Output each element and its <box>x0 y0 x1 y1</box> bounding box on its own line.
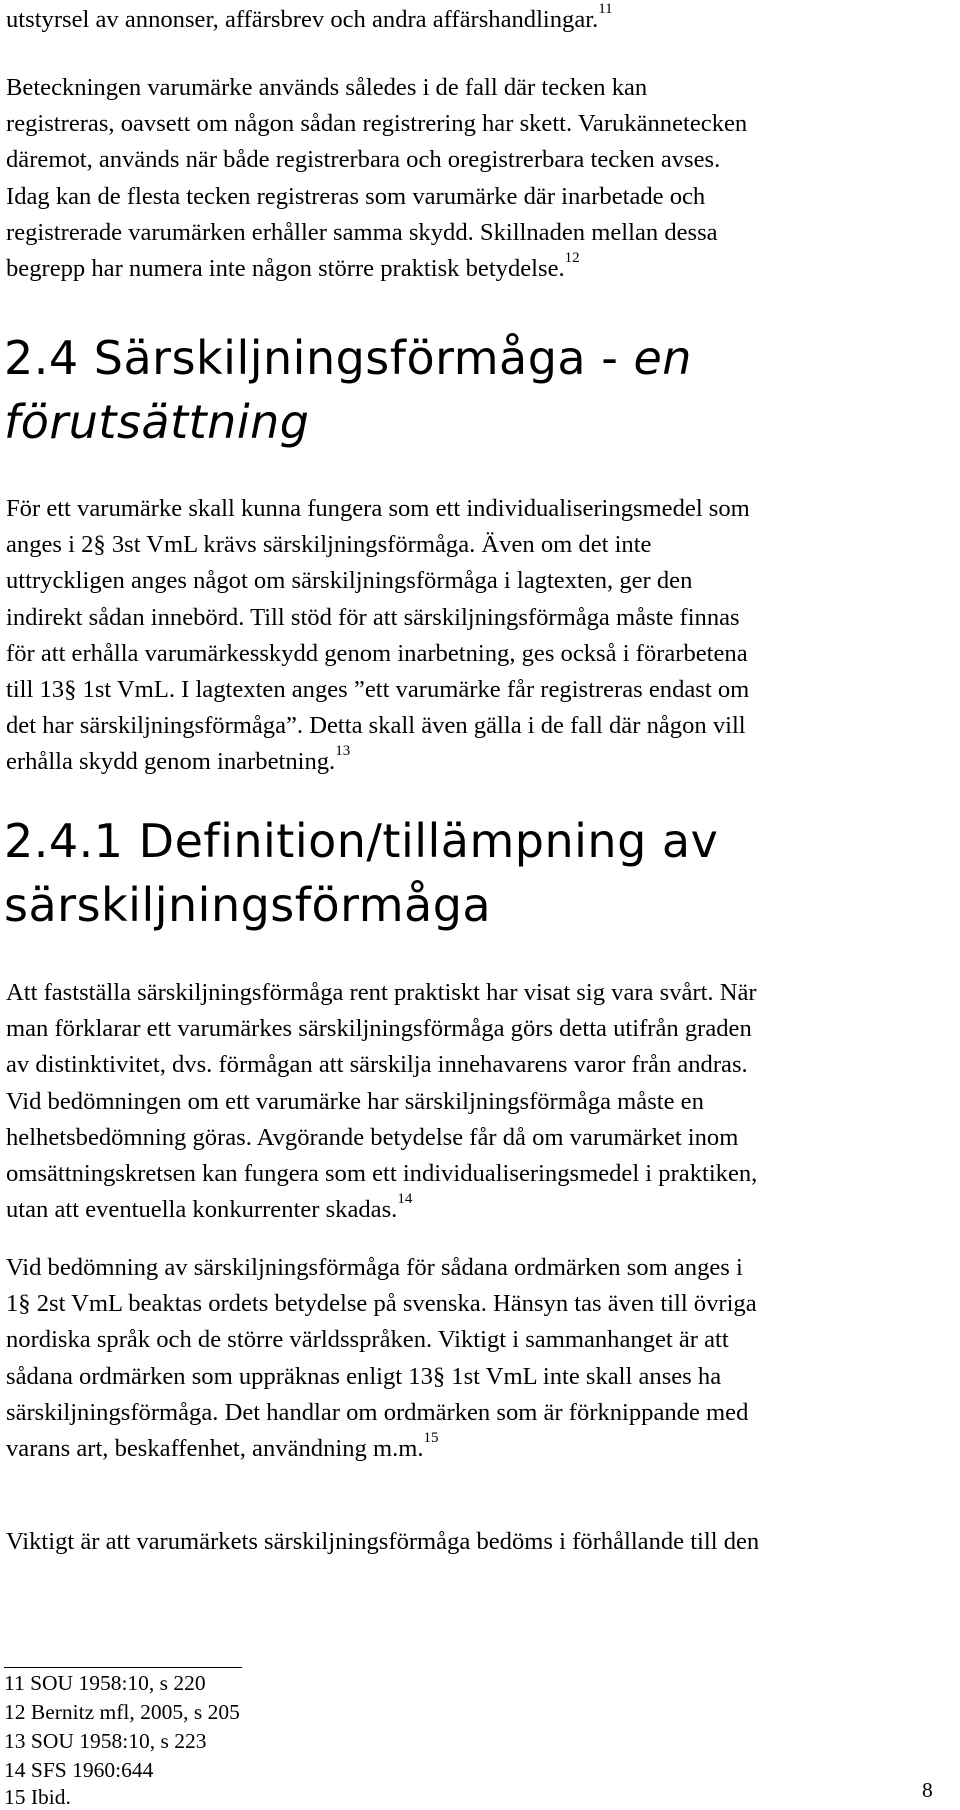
footnote-15: 15 Ibid. <box>4 1785 71 1809</box>
text-line: Viktigt är att varumärkets särskiljningsförmåga bedöms i förhållande till den <box>6 1528 760 1555</box>
footnote-12: 12 Bernitz mfl, 2005, s 205 <box>4 1700 240 1724</box>
footnote-ref: 14 <box>397 1191 413 1208</box>
heading-line: förutsättning <box>4 395 310 449</box>
footnote-ref: 15 <box>423 1429 439 1446</box>
text-line: man förklarar ett varumärkes särskiljningsförmåga görs detta utifrån graden <box>6 1015 752 1043</box>
text-line: Beteckningen varumärke används således i de fall där tecken kan <box>6 74 648 101</box>
text-line: det har särskiljningsförmåga”. Detta skall även gälla i de fall där någon vill <box>6 712 746 740</box>
text-line: till 13§ 1st VmL. I lagtexten anges ”ett varumärke får registreras endast om <box>6 676 750 704</box>
text-line: för att erhålla varumärkesskydd genom inarbetning, ges också i förarbetena <box>6 639 748 667</box>
text-line: 1§ 2st VmL beaktas ordets betydelse på svenska. Hänsyn tas även till övriga <box>6 1290 757 1318</box>
text-line: utan att eventuella konkurrenter skadas.$^{14}$ <box>6 1191 413 1224</box>
text-line: Vid bedömning av särskiljningsförmåga för sådana ordmärken som anges i <box>6 1254 743 1281</box>
text-line: indirekt sådan innebörd. Till stöd för att särskiljningsförmåga måste finnas <box>6 603 740 631</box>
text-line: sådana ordmärken som uppräknas enligt 13§ 1st VmL inte skall anses ha <box>6 1362 722 1390</box>
text-line: särskiljningsförmåga. Det handlar om ordmärken som är förknippande med <box>6 1398 749 1426</box>
footnote-separator <box>4 1667 242 1668</box>
paragraph-assessment <box>6 1524 956 1560</box>
text-line: Vid bedömningen om ett varumärke har särskiljningsförmåga måste en <box>6 1087 704 1115</box>
text-line: registrerade varumärken erhåller samma skydd. Skillnaden mellan dessa <box>6 218 718 246</box>
footnote-ref: 11 <box>598 0 613 17</box>
footnote-11: 11 SOU 1958:10, s 220 <box>4 1671 206 1695</box>
heading-line: 2.4 Särskiljningsförmåga - en <box>4 331 692 385</box>
text-line: nordiska språk och de större världsspråken. Viktigt i sammanhanget är att <box>6 1326 729 1354</box>
page-number: 8 <box>922 1778 933 1802</box>
footnote-ref: 12 <box>564 249 580 266</box>
footnote-ref: 13 <box>335 743 351 760</box>
footnote-14: 14 SFS 1960:644 <box>4 1758 154 1782</box>
text-line: erhålla skydd genom inarbetning.$^{13}$ <box>6 743 351 776</box>
text-line: uttryckligen anges något om särskiljningsförmåga i lagtexten, ger den <box>6 567 693 595</box>
section-heading-2-4 <box>4 326 954 454</box>
footnote-13: 13 SOU 1958:10, s 223 <box>4 1729 207 1753</box>
paragraph-continuation <box>6 2 956 38</box>
heading-line: 2.4.1 Definition/tillämpning av <box>4 814 719 868</box>
text-line: begrepp har numera inte någon större praktisk betydelse.$^{12}$ <box>6 249 580 283</box>
paragraph-distinctiveness-requirement <box>6 491 956 781</box>
text-line: helhetsbedömning göras. Avgörande betydelse får då om varumärket inom <box>6 1123 739 1151</box>
paragraph-word-marks <box>6 1250 956 1467</box>
paragraph-trademark-definition <box>6 70 956 287</box>
text-line: För ett varumärke skall kunna fungera som ett individualiseringsmedel som <box>6 495 750 522</box>
text-line: däremot, används när både registrerbara och oregistrerbara tecken avses. <box>6 146 721 174</box>
text-line: varans art, beskaffenhet, användning m.m.$^{15}$ <box>6 1429 439 1463</box>
section-heading-2-4-1 <box>4 809 954 937</box>
text-line: utstyrsel av annonser, affärsbrev och andra affärshandlingar.$^{11}$ <box>6 0 613 33</box>
text-line: registreras, oavsett om någon sådan registrering har skett. Varukännetecken <box>6 110 748 138</box>
text-line: Att fastställa särskiljningsförmåga rent praktiskt har visat sig vara svårt. När <box>6 979 757 1006</box>
text-line: omsättningskretsen kan fungera som ett individualiseringsmedel i praktiken, <box>6 1160 758 1188</box>
paragraph-definition-application <box>6 975 956 1228</box>
text-line: Idag kan de flesta tecken registreras som varumärke där inarbetade och <box>6 182 706 210</box>
text-line: anges i 2§ 3st VmL krävs särskiljningsförmåga. Även om det inte <box>6 531 652 559</box>
text-line: av distinktivitet, dvs. förmågan att särskilja innehavarens varor från andras. <box>6 1051 748 1079</box>
heading-line: särskiljningsförmåga <box>4 878 492 932</box>
